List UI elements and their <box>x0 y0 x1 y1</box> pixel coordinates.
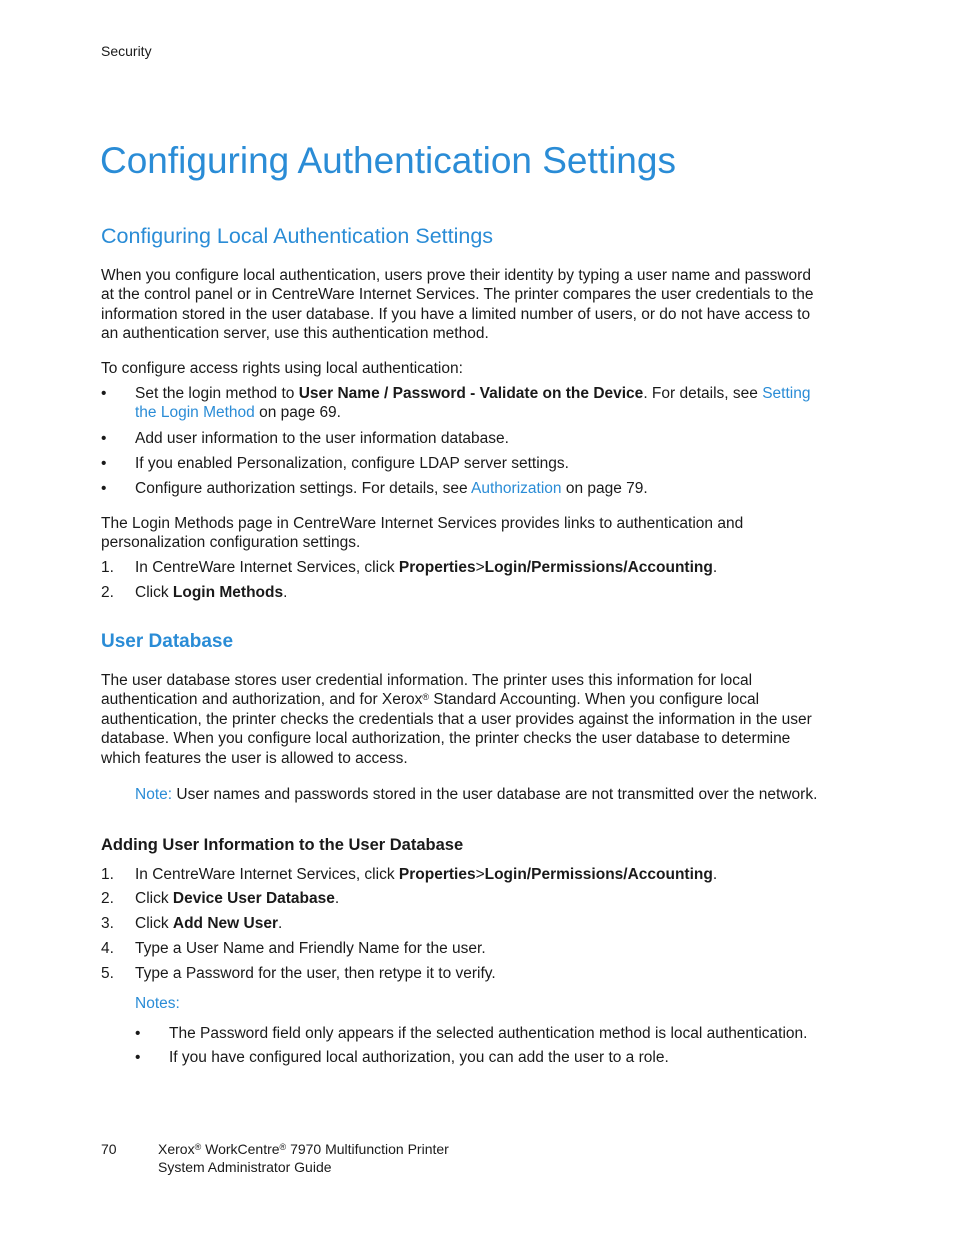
step-number: 2. <box>101 890 114 907</box>
text-line: The user database stores user credential information. The printer uses this information for local <box>101 672 753 689</box>
list-item: The Password field only appears if the selected authentication method is local authentication. <box>169 1025 808 1042</box>
text-line: at the control panel or in CentreWare Internet Services. The printer compares the user credentials to the <box>101 286 814 304</box>
bullet-icon: • <box>101 385 107 402</box>
step-number: 3. <box>101 915 114 932</box>
step-number: 1. <box>101 559 114 576</box>
list-item: If you have configured local authorization, you can add the user to a role. <box>169 1049 669 1066</box>
text-line: an authentication server, use this authentication method. <box>101 325 489 343</box>
section-heading-local-auth: Configuring Local Authentication Settings <box>101 224 494 248</box>
text-line: authentication, the printer checks the credentials that a user provides against the information in the user <box>101 710 812 728</box>
text-line: authentication and authorization, and for Xerox® Standard Accounting. When you configure local <box>101 691 760 709</box>
text-line: When you configure local authentication, users prove their identity by typing a user name and password <box>101 267 811 284</box>
step-number: 1. <box>101 866 114 883</box>
notes-label: Notes: <box>135 995 180 1012</box>
list-item: Set the login method to User Name / Password - Validate on the Device. For details, see Setting the Login Method on page 69. <box>135 385 811 422</box>
bullet-icon: • <box>135 1049 141 1066</box>
list-item: Type a User Name and Friendly Name for the user. <box>135 940 486 957</box>
bullet-icon: • <box>135 1025 141 1042</box>
section-heading-user-database: User Database <box>101 631 234 652</box>
list-item: Click Add New User. <box>135 915 283 932</box>
lead-text: To configure access rights using local authentication: <box>101 360 463 377</box>
footer-guide: System Administrator Guide <box>158 1159 332 1175</box>
note-label: Note: <box>135 786 173 803</box>
step-number: 4. <box>101 940 114 957</box>
bullet-icon: • <box>101 430 107 447</box>
link-setting-login-method-cont[interactable]: the Login Method <box>135 404 255 422</box>
bullet-icon: • <box>101 480 107 497</box>
step-number: 5. <box>101 965 114 982</box>
page-number: 70 <box>101 1141 117 1157</box>
login-methods-paragraph <box>101 514 743 553</box>
step-number: 2. <box>101 584 114 601</box>
user-database-paragraph <box>101 671 812 768</box>
text-line: The Login Methods page in CentreWare Internet Services provides links to authentication and <box>101 515 744 532</box>
text-line: which features the user is allowed to access. <box>101 749 408 767</box>
link-setting-login-method[interactable]: Setting <box>762 385 811 402</box>
bullet-icon: • <box>101 455 107 472</box>
list-item: Type a Password for the user, then retype it to verify. <box>135 965 496 982</box>
list-item: Add user information to the user information database. <box>135 430 509 447</box>
list-item: In CentreWare Internet Services, click Properties>Login/Permissions/Accounting. <box>135 866 718 883</box>
page-title: Configuring Authentication Settings <box>100 140 676 181</box>
link-authorization[interactable]: Authorization <box>471 480 562 497</box>
text-line: information stored in the user database. If you have a limited number of users, or do not have access to <box>101 305 811 323</box>
list-item: Click Device User Database. <box>135 890 340 907</box>
list-item: In CentreWare Internet Services, click Properties>Login/Permissions/Accounting. <box>135 559 718 576</box>
list-item: Click Login Methods. <box>135 584 288 601</box>
subsection-heading-adding-user: Adding User Information to the User Database <box>101 836 464 854</box>
note: Note: User names and passwords stored in the user database are not transmitted over the network. <box>135 786 818 803</box>
list-item: If you enabled Personalization, configure LDAP server settings. <box>135 455 569 472</box>
footer-product: Xerox® WorkCentre® 7970 Multifunction Printer System Administrator Guide <box>158 1141 449 1175</box>
text-line: database. When you configure local authorization, the printer checks the user database to determine <box>101 730 791 748</box>
text-line: personalization configuration settings. <box>101 534 361 552</box>
running-header: Security <box>101 43 152 59</box>
intro-paragraph <box>101 266 814 344</box>
list-item: Configure authorization settings. For details, see Authorization on page 79. <box>135 480 648 497</box>
